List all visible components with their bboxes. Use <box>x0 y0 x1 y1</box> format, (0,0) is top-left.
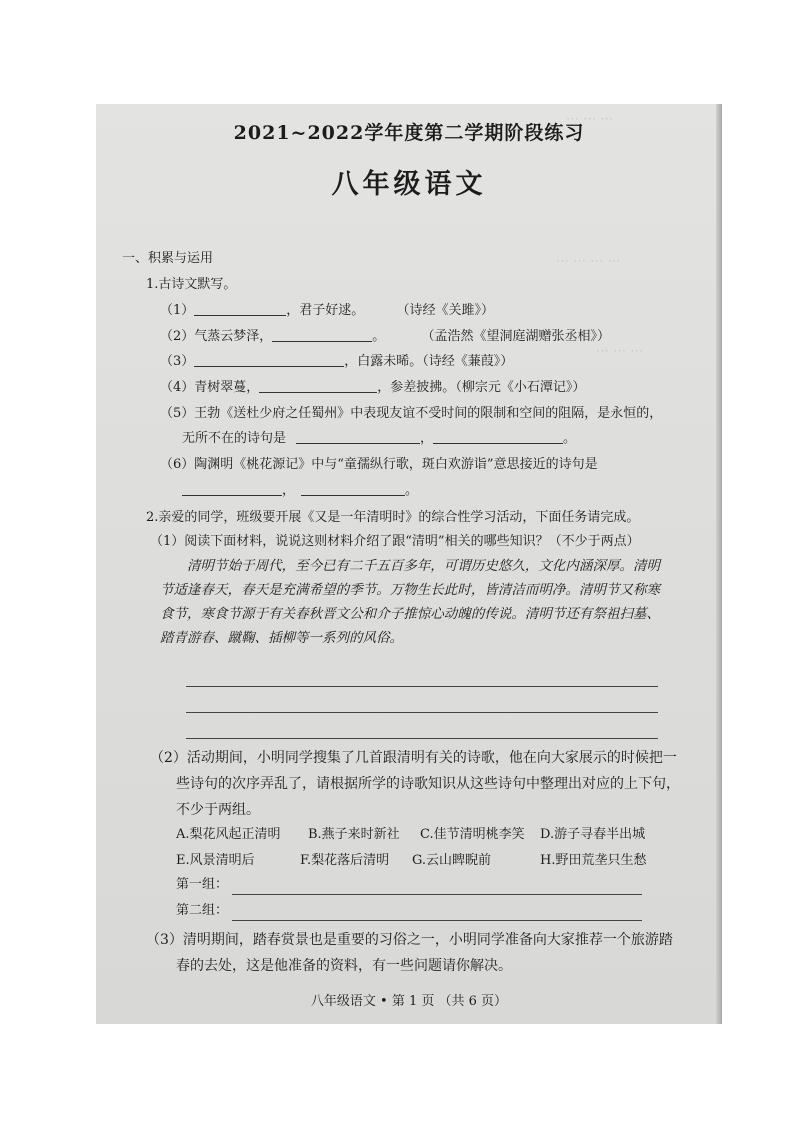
group-2-answer-line[interactable] <box>232 920 642 921</box>
exam-paper <box>96 104 722 1024</box>
bleed-through-mark: ⋯ ⋯ ⋯ <box>596 344 644 359</box>
q2-sub2-line2: 些诗句的次序弄乱了，请根据所学的诗歌知识从这些诗句中整理出对应的上下句， <box>176 776 680 792</box>
option-f: F.梨花落后清明 <box>300 853 390 868</box>
answer-line[interactable] <box>186 738 658 739</box>
answer-blank[interactable] <box>296 430 420 444</box>
q1-item-3: （3） ，白露未晞。（诗经《蒹葭》） <box>160 354 514 369</box>
answer-blank[interactable] <box>272 328 372 342</box>
answer-blank[interactable] <box>194 302 286 316</box>
q1-item-1: （1） ，君子好逑。 （诗经《关雎》） <box>160 303 494 318</box>
section-title: 一、积累与运用 <box>122 251 214 266</box>
answer-line[interactable] <box>186 686 658 687</box>
answer-line[interactable] <box>186 712 658 713</box>
q2-sub3-line2: 春的去处，这是他准备的资料，有一些问题请你解决。 <box>176 958 512 974</box>
question-2-title: 2.亲爱的同学，班级要开展《又是一年清明时》的综合性学习活动，下面任务请完成。 <box>146 510 640 525</box>
question-1-title: 1.古诗文默写。 <box>146 277 237 292</box>
q1-item-6-answer: ， 。 <box>182 482 418 500</box>
option-d: D.游子寻春半出城 <box>540 827 646 842</box>
answer-blank[interactable] <box>194 353 344 367</box>
answer-blank[interactable] <box>433 430 563 444</box>
q1-item-5-answer: 无所不在的诗句是 ， 。 <box>182 431 577 446</box>
q1-item-2: （2）气蒸云梦泽， 。 （孟浩然《望洞庭湖赠张丞相》） <box>160 329 610 344</box>
answer-blank[interactable] <box>182 482 282 496</box>
q2-sub2-line3: 不少于两组。 <box>176 802 260 818</box>
option-a: A.梨花风起正清明 <box>176 827 281 842</box>
bleed-through-mark: ⋯ ⋯ ⋯ ⋯ <box>556 254 621 269</box>
page-footer: 八年级语文 • 第 1 页 （共 6 页） <box>310 994 508 1009</box>
q2-sub1-prompt: （1）阅读下面材料，说说这则材料介绍了跟“清明”相关的哪些知识？（不少于两点） <box>150 534 640 549</box>
option-c: C.佳节清明桃李笑 <box>420 827 525 842</box>
subject-title: 八年级语文 <box>331 169 487 200</box>
q2-sub3-line1: （3）清明期间，踏春赏景也是重要的习俗之一，小明同学准备向大家推荐一个旅游踏 <box>146 932 673 948</box>
answer-blank[interactable] <box>301 482 405 496</box>
exam-title: 2021~2022学年度第二学期阶段练习 <box>233 122 585 144</box>
group-1-label: 第一组： <box>176 877 229 892</box>
reading-passage: 清明节始于周代，至今已有二千五百多年，可谓历史悠久，文化内涵深厚。清明节适逢春天，春天是充满希望的季节。万物生长此时，皆清洁而明净。清明节又称寒食节，寒食节源于有关春秋晋文公和介子推惊心动魄的传说。清明节还有祭祖扫墓、踏青游春、蹴鞠、插柳等一系列的风俗。 <box>160 558 660 646</box>
option-g: G.云山睥睨前 <box>412 853 492 868</box>
option-e: E.风景清明后 <box>176 853 255 868</box>
group-2-label: 第二组： <box>176 903 229 918</box>
option-h: H.野田荒垄只生愁 <box>540 853 647 868</box>
q2-sub2-line1: （2）活动期间，小明同学搜集了几首跟清明有关的诗歌，他在向大家展示的时候把一 <box>150 750 677 766</box>
group-1-answer-line[interactable] <box>232 894 642 895</box>
q1-item-4: （4）青树翠蔓， ，参差披拂。（柳宗元《小石潭记》） <box>160 380 586 395</box>
answer-blank[interactable] <box>259 379 377 393</box>
paper-edge-shadow <box>716 104 722 1024</box>
option-b: B.燕子来时新社 <box>308 827 400 842</box>
bleed-through-mark: ⋯ ⋯ ⋯ <box>566 112 614 127</box>
q1-item-5: （5）王勃《送杜少府之任蜀州》中表现友谊不受时间的限制和空间的阻隔，是永恒的， <box>160 406 663 421</box>
q1-item-6: （6）陶渊明《桃花源记》中与“童孺纵行歌，斑白欢游诣”意思接近的诗句是 <box>160 457 598 472</box>
